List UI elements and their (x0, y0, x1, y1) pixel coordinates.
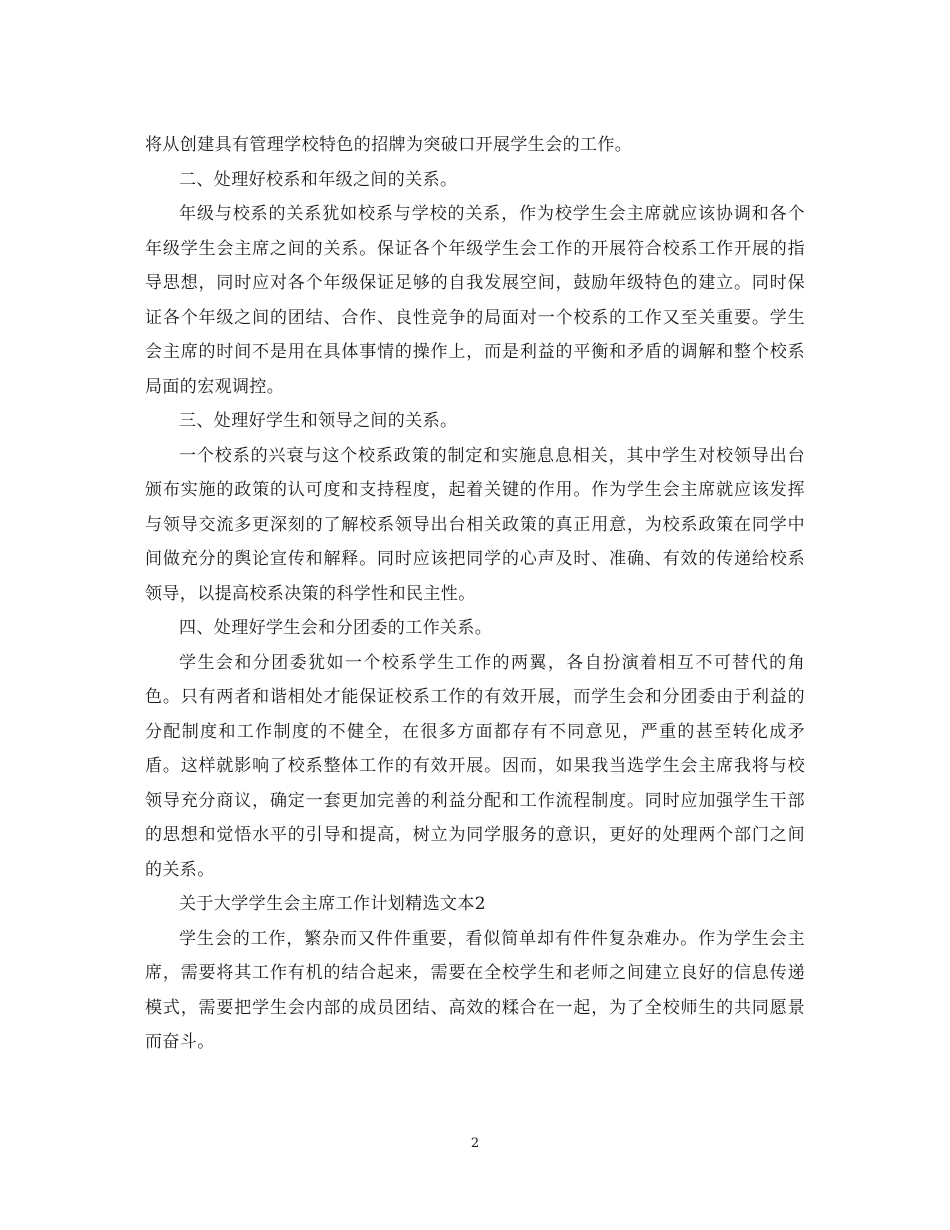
section-heading-3: 三、处理好学生和领导之间的关系。 (179, 411, 458, 431)
page-number: 2 (470, 1136, 480, 1151)
paragraph-grade-relations: 年级与校系的关系犹如校系与学校的关系，作为校学生会主席就应该协调和各个年级学生会主席之间的关系。保证各个年级学生会工作的开展符合校系工作开展的指导思想，同时应对各个年级保证足够的自我发展空间，鼓励年级特色的建立。同时保证各个年级之间的团结、合作、良性竞争的局面对一个校系的工作又至关重要。学生会主席的时间不是用在具体事情的操作上，而是利益的平衡和矛盾的调解和整个校系局面的宏观调控。 (145, 204, 805, 397)
paragraph-league-committee-relations: 学生会和分团委犹如一个校系学生工作的两翼，各自扮演着相互不可替代的角色。只有两者和谐相处才能保证校系工作的有效开展，而学生会和分团委由于利益的分配制度和工作制度的不健全，在很多方面都存有不同意见，严重的甚至转化成矛盾。这样就影响了校系整体工作的有效开展。因而，如果我当选学生会主席我将与校领导充分商议，确定一套更加完善的利益分配和工作流程制度。同时应加强学生干部的思想和觉悟水平的引导和提高，树立为同学服务的意识，更好的处理两个部门之间的关系。 (145, 652, 805, 880)
paragraph-student-union-work: 学生会的工作，繁杂而又件件重要，看似简单却有件件复杂难办。作为学生会主席，需要将其工作有机的结合起来，需要在全校学生和老师之间建立良好的信息传递模式，需要把学生会内部的成员团结、高效的糅合在一起，为了全校师生的共同愿景而奋斗。 (145, 928, 805, 1052)
section-heading-2: 二、处理好校系和年级之间的关系。 (179, 169, 458, 190)
paragraph-continuation: 将从创建具有管理学校特色的招牌为突破口开展学生会的工作。 (145, 135, 633, 155)
text-title-2: 关于大学学生会主席工作计划精选文本2 (179, 894, 487, 914)
paragraph-leadership-relations: 一个校系的兴衰与这个校系政策的制定和实施息息相关，其中学生对校领导出台颁布实施的政策的认可度和支持程度，起着关键的作用。作为学生会主席就应该发挥与领导交流多更深刻的了解校系领导出台相关政策的真正用意，为校系政策在同学中间做充分的舆论宣传和解释。同时应该把同学的心声及时、准确、有效的传递给校系领导，以提高校系决策的科学性和民主性。 (145, 445, 805, 604)
section-heading-4: 四、处理好学生会和分团委的工作关系。 (179, 618, 493, 638)
document-body (145, 128, 805, 1060)
